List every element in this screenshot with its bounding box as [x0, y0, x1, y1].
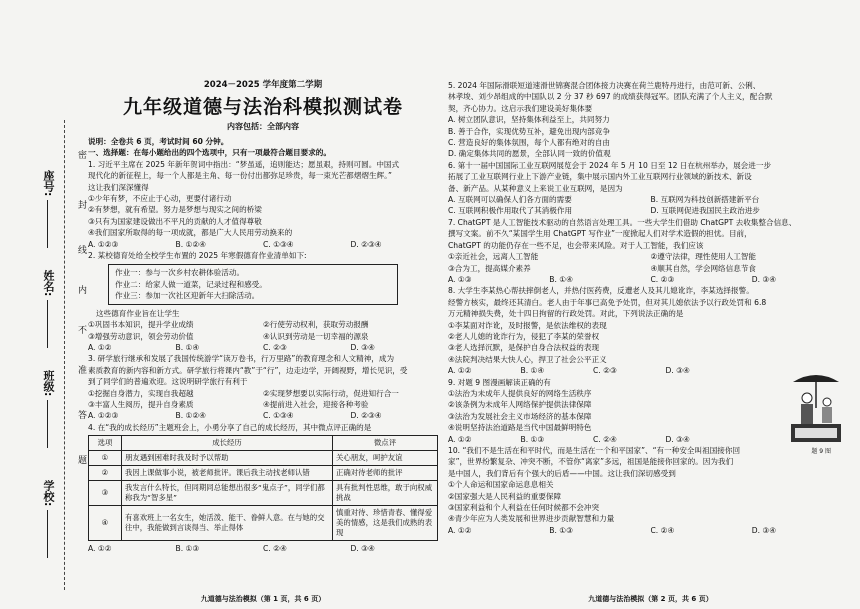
statement: ①法治为未成年人提供良好的网络生活秩序	[448, 388, 592, 398]
table-cell: 正确对待老师的批评	[333, 466, 438, 481]
homework-list-box	[108, 264, 398, 304]
statement: ③老人选择沉默，是保护自身合法权益的表现	[448, 343, 600, 353]
option: B. 互联网为科技创新搭建新平台	[650, 195, 760, 205]
school-year: 2024－2025 学年度第二学期	[203, 80, 323, 90]
table-cell: 关心朋友，呵护友谊	[333, 451, 438, 466]
option: A. 树立团队意识，坚持集体利益至上，共同努力	[448, 115, 610, 125]
statement: ②实现梦想要以实际行动，促进知行合一	[263, 388, 399, 398]
question-2	[88, 250, 438, 353]
option: B. ①②④	[175, 411, 206, 421]
statement: ③法治为发展社会主义市场经济的基本保障	[448, 411, 592, 421]
option: D. ②③④	[350, 411, 382, 421]
option: C. ②④	[263, 544, 287, 554]
seal-char: 封	[76, 200, 86, 209]
question-stem: 备、新产品。从某种意义上来说工业互联网，是因为	[448, 183, 623, 193]
option: B. ①③	[549, 525, 573, 535]
statement: ②行使劳动权利，获取劳动报酬	[263, 320, 369, 330]
option: D. ③④	[350, 342, 375, 352]
table-header: 微点评	[333, 436, 438, 451]
section-heading: 一、选择题：在每小题给出的四个选项中，只有一项最符合题目要求的。	[88, 148, 331, 158]
option: B. ①④	[175, 342, 200, 352]
option: C. ①③④	[263, 411, 294, 421]
answer-options	[448, 274, 853, 285]
statement: ③只有为国家建设做出不平凡的贡献的人才值得尊敬	[88, 216, 262, 226]
seal-line	[64, 120, 65, 590]
statement: ①少年有梦，不应止于心动，更要付诸行动	[88, 194, 232, 204]
question-stem: ChatGPT 的功能仍存在一些不足，也会带来风险。对于人工智能，我们应该	[448, 240, 704, 250]
table-row	[89, 506, 438, 541]
table-cell: ①	[89, 451, 122, 466]
option: C. ②④	[650, 525, 675, 535]
option: B. ①③	[520, 434, 545, 444]
question-stem: 4. 在“我的成长经历”主题班会上，小勇分享了自己的成长经历，其中微点评正确的是	[88, 422, 372, 432]
question-stem: 到了同学们的普遍欢迎。这说明研学旅行有利于	[88, 377, 248, 387]
question-stem: 9. 对题 9 图漫画解读正确的有	[448, 377, 551, 387]
option: D. ③④	[350, 544, 375, 554]
option: A. ①②	[448, 366, 472, 376]
option: A. 互联网可以确保人们各方面的需要	[448, 195, 572, 205]
statement: ①挖掘自身潜力，实现自我超越	[88, 388, 194, 398]
homework-item: 作业二：给家人做一道菜，记录过程和感受。	[115, 279, 267, 289]
option: A. ①②③	[88, 411, 119, 421]
option: A. ①②	[448, 525, 472, 535]
statement: ①巩固书本知识，提升学业成绩	[88, 320, 194, 330]
statement: ④青少年应为人类发展和世界进步贡献智慧和力量	[448, 514, 615, 524]
option: D. ②③④	[350, 239, 382, 249]
table-cell: 我发言什么特长，但同期同总能想出很多“鬼点子”，同学们都称我为“智多星”	[122, 481, 333, 506]
answer-options	[448, 365, 738, 376]
page-footer: 九道德与法治模拟（第 2 页，共 6 页）	[588, 595, 713, 603]
seal-char: 答	[76, 410, 86, 419]
option: B. ①④	[520, 366, 545, 376]
statement: ③国家利益和个人利益在任何时候都不会冲突	[448, 503, 600, 513]
seal-char: 准	[76, 365, 86, 374]
name-field: 姓名:	[40, 270, 56, 348]
option: D. ③④	[751, 525, 777, 535]
option: C. ②③	[593, 366, 617, 376]
question-stem: 契，齐心协力。这启示我们建设美好集体要	[448, 103, 593, 113]
table-header: 选项	[89, 436, 122, 451]
school-field: 学校:	[40, 480, 56, 558]
option: B. ①③	[175, 544, 200, 554]
question-stem: 素质教育的新内容和新方式。研学旅行将课内“教”于“行”，边走边学，开阔视野，增长见识，受	[88, 365, 408, 375]
seal-char: 题	[76, 455, 86, 464]
seal-char: 线	[76, 245, 86, 254]
statement: ③丰富人生阅历，提升自身素质	[88, 399, 194, 409]
question-stem: 家”，世界纷繁复杂、冲突不断，不管你“离家”多远，祖国是能接你回家的。因为我们	[448, 457, 734, 467]
question-stem: 10. “我们不是生活在和平时代，而是生活在一个和平国家”、“有一种安全叫祖国接你回	[448, 446, 741, 455]
seat-field: 座号:	[40, 170, 56, 248]
page-2	[448, 0, 853, 609]
homework-item: 作业三：参加一次社区迎新年大扫除活动。	[115, 291, 260, 301]
table-cell: ④	[89, 506, 122, 541]
statement: ①李某面对诈讹，及时报警，是依法维权的表现	[448, 320, 607, 330]
option: D. ③④	[665, 434, 690, 444]
question-5	[448, 80, 853, 160]
table-cell: ③	[89, 481, 122, 506]
question-6	[448, 160, 853, 217]
option: A. ①③	[448, 274, 472, 284]
class-field: 班级:	[40, 370, 56, 448]
table-header: 成长经历	[122, 436, 333, 451]
table-row	[89, 466, 438, 481]
page-1	[88, 0, 438, 609]
statement: ④认识到劳动是一切幸福的源泉	[263, 331, 369, 341]
table-row	[89, 451, 438, 466]
statement: ②遵守法律，理性使用人工智能	[650, 252, 757, 262]
statement: ④顺其自然，学会网络信息节食	[650, 263, 757, 273]
question-stem: 经警方核实，最终还其清白。老人由于年事已高免予处罚，但对其儿媳依法予以行政处罚和 6.8	[448, 297, 767, 307]
table-cell: 我因上课做事小说，被老师批评。课后我主动找老师认错	[122, 466, 333, 481]
option: D. ③④	[751, 274, 777, 284]
seal-char: 内	[76, 285, 86, 294]
statement: ④法院判决结果大快人心，捍卫了社会公平正义	[448, 354, 607, 364]
question-stem: 撰写文案。前不久“某国学生用 ChatGPT 写作业”一度掀起人们对学术造假的担忧。目前，	[448, 229, 752, 239]
statement: ②该条例为未成年人网络保护提供法律保障	[448, 400, 592, 410]
table-header-row	[89, 436, 438, 451]
statement: ③增强劳动意识，领会劳动价值	[88, 331, 194, 341]
table-cell: 慎重对待、珍惜青春、懂得爱美的情感，这是我们成熟的表现	[333, 506, 438, 541]
seal-char: 密	[76, 150, 86, 159]
question-stem: 拓展了工业互联网行业上下游产业链，集中展示国内外工业互联网行业领域的新技术、新设	[448, 172, 752, 182]
binding-margin	[0, 0, 86, 609]
page-title: 九年级道德与法治科模拟测试卷	[122, 96, 403, 118]
option: C. ②③	[263, 342, 287, 352]
question-stem: 这让我们深深懂得	[88, 182, 149, 192]
question-lead: 这些德育作业旨在让学生	[96, 308, 180, 318]
option: A. ①②	[88, 544, 112, 554]
growth-table	[88, 435, 438, 541]
question-3	[88, 353, 438, 421]
statement: ②国家强大是人民利益的重要保障	[448, 491, 562, 501]
option: B. 善于合作，实现优势互补，避免出现内部竞争	[448, 126, 610, 136]
statement: ④我们国家所取得的每一项成就，都是广大人民用劳动换来的	[88, 228, 293, 238]
statement: ④说明坚持法治道路是当代中国最鲜明特色	[448, 423, 592, 433]
question-stem: 5. 2024 年国际滑联短道速滑世锦赛混合团体接力决赛在荷兰鹿特丹进行，由范可新、公俐、	[448, 81, 761, 90]
option: C. ①③④	[263, 239, 294, 249]
option: A. ①②③	[88, 239, 119, 249]
option: C. 营造良好的集体氛围，每个人都有绝对的自由	[448, 138, 611, 148]
answer-options	[88, 543, 438, 554]
exam-scope: 内容包括：全部内容	[227, 122, 299, 131]
seal-char: 不	[76, 325, 86, 334]
question-stem: 3. 研学旅行继承和发展了我国传统游学“读万卷书，行万里路”的教育理念和人文精神，成为	[88, 354, 395, 364]
question-stem: 林孝埈、刘少昂组成的中国队以 2 分 37 秒 697 的成绩获得冠军。团队充满了个人主义，配合默	[448, 92, 773, 102]
option: C. ②④	[593, 434, 617, 444]
question-stem: 现代化的新征程上，每一个人都是主角、每一份付出都弥足珍贵，每一束光芒都熠熠生辉。”	[88, 171, 392, 181]
statement: ④提前进入社会，迎接各种考验	[263, 399, 369, 409]
option: B. ①④	[549, 274, 573, 284]
question-10	[448, 445, 853, 536]
statement: ①个人命运和国家命运息息相关	[448, 480, 554, 490]
question-1	[88, 159, 438, 250]
answer-options	[88, 410, 438, 421]
question-8	[448, 285, 853, 376]
option: B. ①②④	[175, 239, 206, 249]
table-cell: ②	[89, 466, 122, 481]
question-stem: 8. 大学生李某热心帮扶摔倒老人，并热付医药费，反遭老人及其儿媳讹诈，李某选择报警。	[448, 286, 754, 296]
statement: ②老人儿媳的讹诈行为，侵犯了李某的荣誉权	[448, 331, 600, 341]
answer-options	[448, 434, 738, 445]
option: D. 确定集体共同的愿景，全部认同一致的价值观	[448, 149, 611, 159]
table-cell: 具有批判性思维，敢于向权威挑战	[333, 481, 438, 506]
question-stem: 1. 习近平主席在 2025 年新年贺词中指出：“梦虽遥，追则能达；愿虽艰，持则可圆。中国式	[88, 159, 400, 169]
page-footer: 九道德与法治模拟（第 1 页，共 6 页）	[200, 595, 326, 603]
option: D. 互联网促进我国民主政治进步	[650, 206, 760, 216]
table-cell: 有喜欢班上一名女生，她活泼、能干、眷鲜人意。在与她的交往中，我能做到言谈得当、举止得体	[122, 506, 333, 541]
figure-caption: 题 9 图	[811, 448, 831, 455]
homework-item: 作业一：参与一次乡村农耕体验活动。	[115, 268, 245, 278]
cartoon-illustration	[789, 368, 843, 446]
answer-options	[88, 239, 438, 250]
statement: ③合为工，提高媒介素养	[448, 263, 531, 273]
option: C. ②③	[650, 274, 675, 284]
question-stem: 万元精神损失费，处十四日拘留的行政处罚。对此，下列说法正确的是	[448, 309, 684, 319]
option: A. ①②	[448, 434, 472, 444]
question-7	[448, 217, 853, 285]
answer-options	[448, 525, 853, 536]
statement: ①亲近社会，远离人工智能	[448, 252, 539, 262]
question-4	[88, 422, 438, 555]
question-stem: 2. 某校德育处给全校学生布置的 2025 年寒假德育作业清单如下:	[88, 251, 307, 261]
option: D. ③④	[665, 366, 690, 376]
option: C. 互联网积极作用取代了其消极作用	[448, 206, 573, 216]
question-stem: 7. ChatGPT 是人工智能技术驱动的自然语言处理工具。一些大学生们借助 ChatGPT 去收集整合信息、	[448, 217, 797, 227]
exam-note: 说明：全卷共 6 页，考试时间 60 分钟。	[88, 137, 229, 146]
answer-options	[88, 342, 438, 353]
question-stem: 6. 第十一届中国国际工业互联网展览会于 2024 年 5 月 10 日至 12 日在杭州举办，展会进一步	[448, 160, 772, 170]
table-cell: 朋友遇到困难时我及时予以帮助	[122, 451, 333, 466]
question-stem: 是中国人，我们背后有个强大的后盾——中国。这让我们深切感受到	[448, 468, 676, 478]
table-row	[89, 481, 438, 506]
statement: ②有梦想，就有希望。努力是梦想与现实之间的桥梁	[88, 205, 262, 215]
option: A. ①②	[88, 342, 112, 352]
